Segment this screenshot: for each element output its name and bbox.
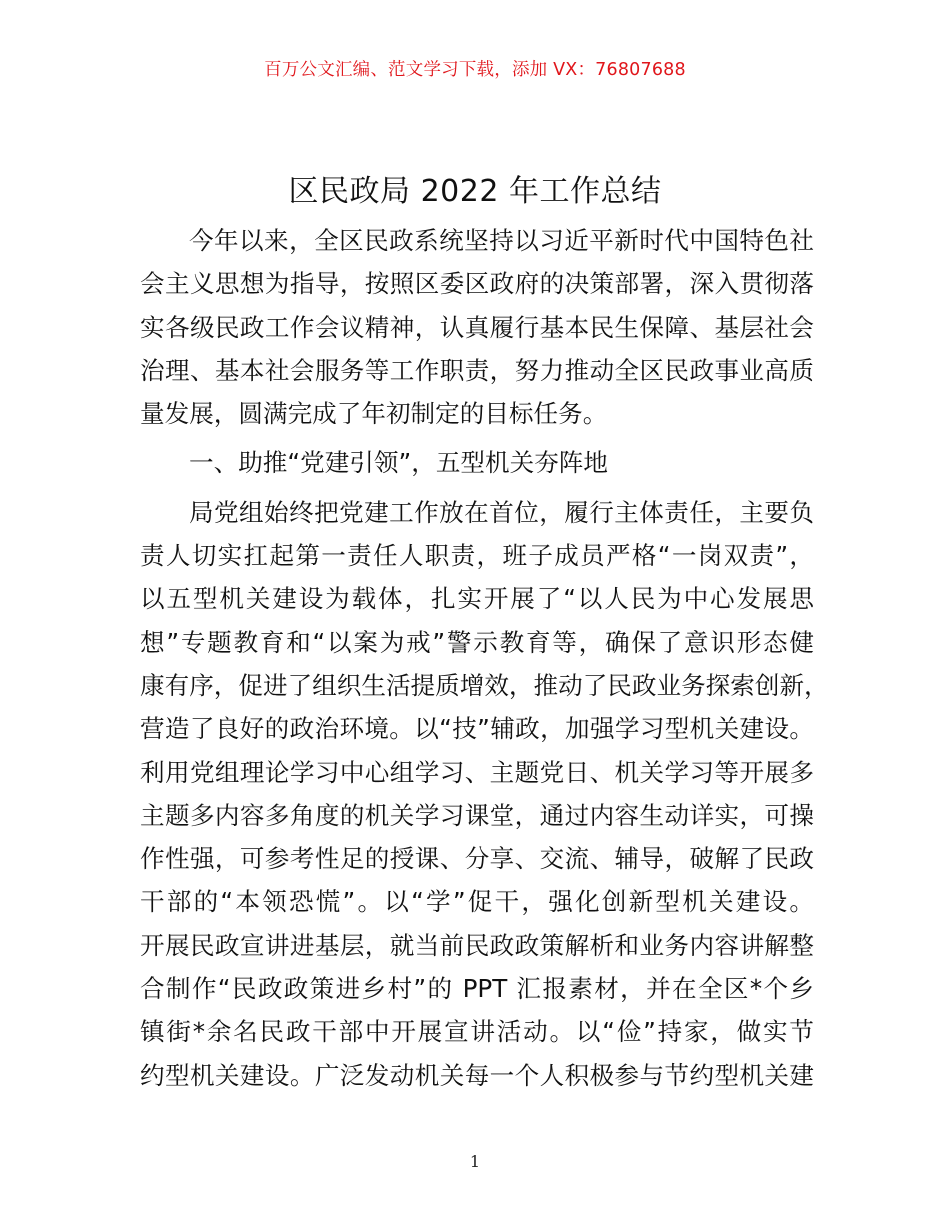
document-title: 区民政局 2022 年工作总结 bbox=[288, 174, 662, 209]
text-line: 合制作“民政政策进乡村”的 PPT 汇报素材，并在全区*个乡 bbox=[140, 974, 814, 1004]
text-line: 开展民政宣讲进基层，就当前民政政策解析和业务内容讲解整 bbox=[140, 930, 814, 960]
text-line: 以五型机关建设为载体，扎实开展了“以人民为中心发展思 bbox=[140, 584, 814, 614]
text-line: 镇街*余名民政干部中开展宣讲活动。以“俭”持家，做实节 bbox=[140, 1017, 814, 1047]
text-line: 责人切实扛起第一责任人职责，班子成员严格“一岗双责”， bbox=[140, 541, 814, 571]
paragraph-intro bbox=[140, 219, 814, 435]
section-heading-text: 一、助推“党建引领”，五型机关夯阵地 bbox=[189, 448, 608, 478]
text-line: 作性强，可参考性足的授课、分享、交流、辅导，破解了民政 bbox=[140, 844, 814, 874]
page-number: 1 bbox=[469, 1152, 481, 1171]
text-line: 实各级民政工作会议精神，认真履行基本民生保障、基层社会 bbox=[140, 312, 814, 342]
text-line: 治理、基本社会服务等工作职责，努力推动全区民政事业高质 bbox=[140, 355, 814, 385]
text-line: 量发展，圆满完成了年初制定的目标任务。 bbox=[140, 399, 608, 429]
text-line: 营造了良好的政治环境。以“技”辅政，加强学习型机关建设。 bbox=[140, 714, 814, 744]
text-line: 约型机关建设。广泛发动机关每一个人积极参与节约型机关建 bbox=[140, 1060, 814, 1090]
text-line: 康有序，促进了组织生活提质增效，推动了民政业务探索创新， bbox=[140, 670, 829, 700]
document-body bbox=[140, 219, 829, 1097]
text-line: 利用党组理论学习中心组学习、主题党日、机关学习等开展多 bbox=[140, 757, 814, 787]
text-line: 干部的“本领恐慌”。以“学”促干，强化创新型机关建设。 bbox=[140, 887, 814, 917]
header-banner: 百万公文汇编、范文学习下载，添加 VX：76807688 bbox=[264, 60, 686, 80]
text-line: 今年以来，全区民政系统坚持以习近平新时代中国特色社 bbox=[189, 226, 814, 255]
paragraph-party-building bbox=[140, 491, 829, 1097]
section-heading bbox=[140, 441, 814, 484]
text-line: 想”专题教育和“以案为戒”警示教育等，确保了意识形态健 bbox=[140, 627, 814, 657]
text-line: 主题多内容多角度的机关学习课堂，通过内容生动详实，可操 bbox=[140, 800, 814, 830]
text-line: 局党组始终把党建工作放在首位，履行主体责任，主要负 bbox=[189, 497, 814, 527]
text-line: 会主义思想为指导，按照区委区政府的决策部署，深入贯彻落 bbox=[140, 269, 814, 299]
